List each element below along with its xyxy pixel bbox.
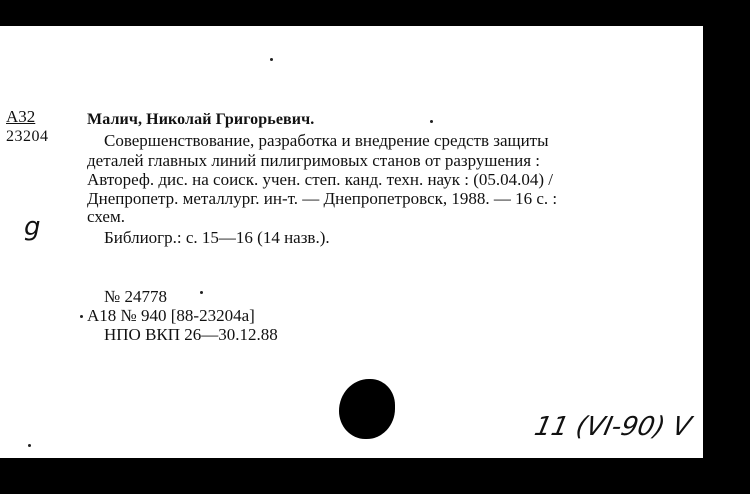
- speck: [200, 291, 203, 294]
- handwritten-note: 11 (VI-90) V: [531, 412, 694, 442]
- author-heading: Малич, Николай Григорьевич.: [87, 111, 315, 128]
- title-line-2: деталей главных линий пилигримовых станов от разрушения :: [87, 151, 540, 170]
- speck: [28, 444, 31, 447]
- call-number-top: A32: [6, 107, 36, 126]
- registration-line: A18 № 940 [88-23204а]: [87, 306, 255, 325]
- title-line-1: Совершенствование, разработка и внедрение средств защиты: [104, 131, 549, 150]
- agency-line: НПО ВКП 26—30.12.88: [104, 325, 278, 344]
- speck: [270, 58, 273, 61]
- ink-blot: [339, 379, 395, 439]
- title-line-5: схем.: [87, 207, 125, 226]
- speck: [430, 120, 433, 123]
- speck: [80, 315, 83, 318]
- title-line-3: Автореф. дис. на соиск. учен. степ. канд. техн. наук : (05.04.04) /: [87, 170, 553, 189]
- bibliography-note: Библиогр.: с. 15—16 (14 назв.).: [104, 228, 330, 247]
- catalog-card: [0, 26, 703, 458]
- call-number-bottom: 23204: [6, 128, 49, 145]
- record-number: № 24778: [104, 287, 167, 306]
- margin-mark: g: [24, 212, 41, 242]
- title-line-4: Днепропетр. металлург. ин-т. — Днепропетровск, 1988. — 16 с. :: [87, 189, 558, 208]
